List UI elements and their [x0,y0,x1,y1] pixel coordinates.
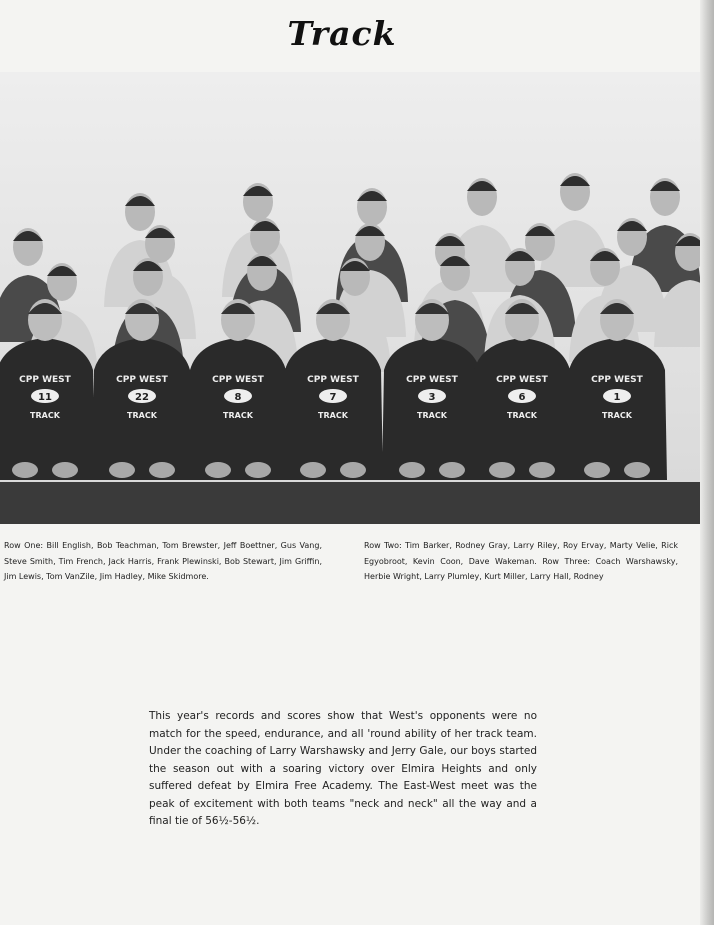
jersey-number: 6 [518,392,526,403]
jersey-number: 8 [234,392,242,403]
team-photo [0,72,714,524]
jersey-number: 22 [135,392,149,403]
jersey-subtext: TRACK [318,411,348,420]
caption-row-one: Row One: Bill English, Bob Teachman, Tom Brewster, Jeff Boettner, Gus Vang, Steve Smith, Tim French, Jack Harris, Frank Plewinski, Bob Stewart, Jim Griffin, Jim Lewis, Tom VanZile, Jim Hadley, Mike Skidmore. [4,541,322,581]
page-title: Track [287,14,397,53]
jersey-subtext: TRACK [223,411,253,420]
article-paragraph: This year's records and scores show that West's opponents were no match for the speed, endurance, and all 'round ability of her track team. Under the coaching of Larry Warshawsky and Jerry Gale, our boys started the season out with a soaring victory over Elmira Heights and only suffered defeat by Elmira Free Academy. The East-West meet was the peak of excitement with both teams "neck and neck" all the way and a final tie of 56½-56½. [149,710,537,827]
jersey-text: CPP WEST [406,375,458,385]
jersey-number: 11 [38,392,52,403]
caption-rows-two-three: Row Two: Tim Barker, Rodney Gray, Larry Riley, Roy Ervay, Marty Velie, Rick Egyobroot, Kevin Coon, Dave Wakeman. Row Three: Coach Warshawsky, Herbie Wright, Larry Plumley, Kurt Miller, Larry Hall, Rodney [364,541,678,581]
jersey-text: CPP WEST [591,375,643,385]
jersey-text: CPP WEST [212,375,264,385]
jersey-number: 7 [329,392,337,403]
page-gutter-shadow [700,0,714,925]
jersey-subtext: TRACK [127,411,157,420]
jersey-subtext: TRACK [507,411,537,420]
jersey-subtext: TRACK [30,411,60,420]
team-photo-image [0,72,714,524]
jersey-subtext: TRACK [417,411,447,420]
jersey-subtext: TRACK [602,411,632,420]
jersey-text: CPP WEST [19,375,71,385]
jersey-number: 1 [613,392,621,403]
jersey-number: 3 [428,392,436,403]
jersey-text: CPP WEST [307,375,359,385]
jersey-text: CPP WEST [116,375,168,385]
jersey-text: CPP WEST [496,375,548,385]
